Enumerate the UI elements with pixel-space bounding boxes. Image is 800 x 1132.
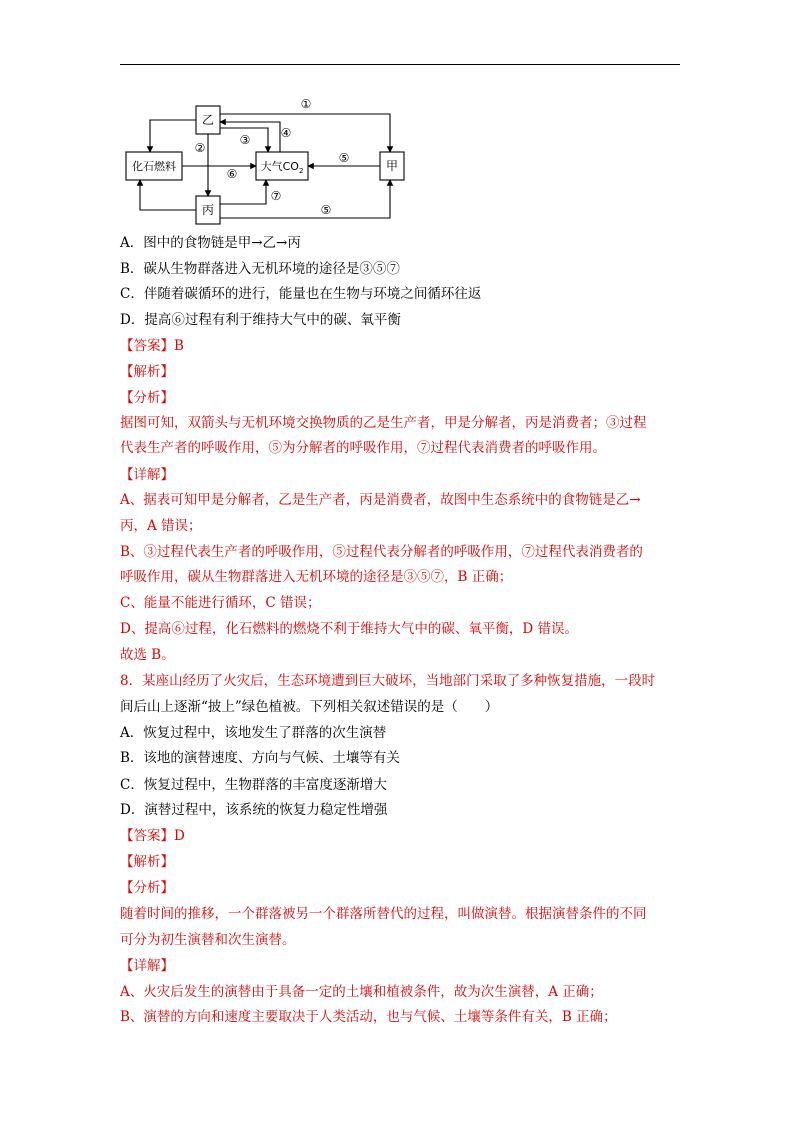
label-5: ⑤: [338, 151, 350, 165]
text-line: A、火灾后发生的演替由于具备一定的土壤和植被条件，故为次生演替，A 正确；: [120, 984, 603, 1000]
label-7: ⑦: [270, 189, 282, 203]
label-5b: ⑤: [320, 203, 332, 217]
text-line: 【答案】D: [120, 828, 185, 844]
text-line: 呼吸作用，碳从生物群落进入无机环境的途径是③⑤⑦，B 正确；: [120, 569, 513, 585]
text-line: B、演替的方向和速度主要取决于人类活动，也与气候、土壤等条件有关，B 正确；: [120, 1009, 617, 1025]
text-line: B．该地的演替速度、方向与气候、土壤等有关: [120, 750, 400, 766]
text-line: C、能量不能进行循环，C 错误；: [120, 595, 321, 611]
carbon-cycle-diagram: [110, 92, 410, 228]
text-line: 【分析】: [120, 390, 174, 406]
text-line: 故选 B。: [120, 647, 175, 663]
node-atmosphere: [261, 159, 304, 175]
text-line: 【详解】: [120, 958, 174, 974]
label-4: ④: [280, 126, 292, 140]
text-line: 随着时间的推移，一个群落被另一个群落所替代的过程，叫做演替。根据演替条件的不同: [120, 906, 647, 922]
text-line: 间后山上逐渐“披上”绿色植被。下列相关叙述错误的是（ ）: [120, 699, 499, 715]
text-line: 【解析】: [120, 854, 174, 870]
header-rule: [120, 64, 680, 65]
text-line: C．伴随着碳循环的进行，能量也在生物与环境之间循环往返: [120, 286, 482, 302]
node-jia: 甲: [385, 159, 399, 173]
text-line: 8．某座山经历了火灾后，生态环境遭到巨大破坏，当地部门采取了多种恢复措施，一段时: [120, 673, 656, 689]
text-line: D．演替过程中，该系统的恢复力稳定性增强: [120, 802, 388, 818]
text-line: 可分为初生演替和次生演替。: [120, 932, 296, 948]
text-line: B、③过程代表生产者的呼吸作用，⑤过程代表分解者的呼吸作用，⑦过程代表消费者的: [120, 544, 643, 560]
node-fossil: 化石燃料: [132, 160, 176, 173]
node-bing: 丙: [201, 203, 215, 217]
node-atmosphere-main: 大气CO: [260, 160, 299, 173]
node-atmosphere-sub: 2: [298, 167, 304, 175]
label-2: ②: [194, 141, 206, 155]
text-line: A．恢复过程中，该地发生了群落的次生演替: [120, 725, 387, 741]
text-line: B．碳从生物群落进入无机环境的途径是③⑤⑦: [120, 261, 400, 277]
text-line: 【答案】B: [120, 338, 184, 354]
label-1: ①: [300, 97, 312, 111]
arrow-7: [220, 180, 266, 204]
text-line: D、提高⑥过程，化石燃料的燃烧不利于维持大气中的碳、氧平衡，D 错误。: [120, 621, 578, 637]
arrow-yi-fossil: [150, 120, 196, 152]
text-line: 据图可知，双箭头与无机环境交换物质的乙是生产者，甲是分解者，丙是消费者；③过程: [120, 415, 647, 431]
text-line: 【解析】: [120, 364, 174, 380]
text-line: 丙，A 错误；: [120, 518, 202, 534]
text-line: 【分析】: [120, 880, 174, 896]
label-6: ⑥: [226, 167, 238, 181]
text-line: A．图中的食物链是甲→乙→丙: [120, 235, 301, 251]
text-line: A、据表可知甲是分解者，乙是生产者，丙是消费者，故图中生态系统中的食物链是乙→: [120, 492, 641, 508]
text-line: D．提高⑥过程有利于维持大气中的碳、氧平衡: [120, 312, 401, 328]
arrow-5b: [220, 180, 390, 218]
node-yi: 乙: [201, 113, 215, 127]
text-line: C．恢复过程中，生物群落的丰富度逐渐增大: [120, 777, 387, 793]
arrow-bing-fossil: [140, 180, 196, 210]
label-3: ③: [239, 133, 251, 147]
text-line: 代表生产者的呼吸作用，⑤为分解者的呼吸作用，⑦过程代表消费者的呼吸作用。: [120, 440, 606, 456]
text-line: 【详解】: [120, 467, 174, 483]
